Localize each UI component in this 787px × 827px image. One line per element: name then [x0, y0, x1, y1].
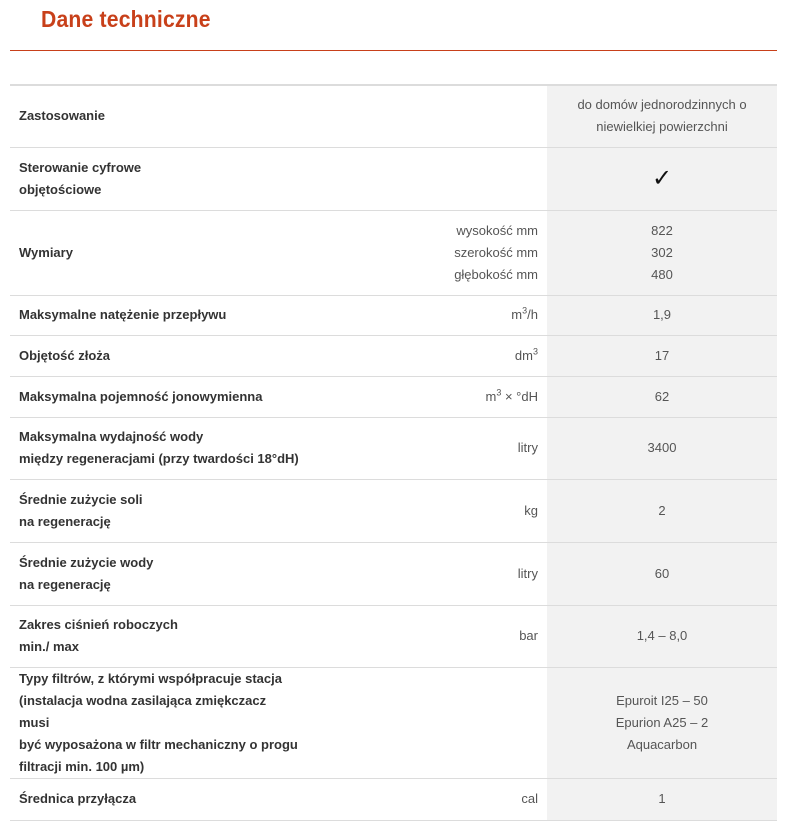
spec-label-line: Typy filtrów, z którymi współpracuje stacja [19, 670, 282, 686]
spec-value [547, 210, 777, 295]
spec-label-line: min./ max [19, 639, 79, 654]
spec-value [547, 295, 777, 335]
spec-value [547, 335, 777, 376]
spec-unit [300, 605, 547, 667]
spec-label [10, 605, 300, 667]
spec-value [547, 542, 777, 605]
spec-unit-line: litry [517, 565, 538, 581]
unit-superscript: 3 [496, 387, 502, 398]
spec-label-line: na regenerację [19, 513, 111, 529]
spec-label-line: między regeneracjami (przy twardości 18°dH) [19, 451, 299, 466]
table-row [10, 295, 777, 335]
spec-unit [300, 376, 547, 417]
spec-value [547, 147, 777, 210]
spec-value-line: 60 [654, 565, 670, 581]
spec-label-line: (instalacja wodna zasilająca zmiękczacz musi [19, 692, 267, 730]
spec-value [547, 778, 777, 820]
table-row [10, 417, 777, 479]
spec-label [10, 85, 300, 147]
spec-value-line: niewielkiej powierzchni [596, 119, 728, 135]
spec-label-line: Średnica przyłącza [19, 791, 137, 806]
spec-label-line: Średnie zużycie wody [19, 554, 154, 570]
spec-unit [300, 85, 547, 147]
table-row [10, 335, 777, 376]
title-divider [10, 50, 777, 51]
table-row [10, 210, 777, 295]
spec-unit-line: wysokość mm [456, 222, 538, 238]
spec-value-line: Epurion A25 – 2 [615, 714, 709, 730]
spec-value-line: 480 [651, 266, 673, 282]
spec-label [10, 147, 300, 210]
spec-value-line: 302 [651, 244, 673, 260]
spec-label [10, 479, 300, 542]
spec-label-line: filtracji min. 100 µm) [19, 758, 145, 774]
spec-unit [300, 335, 547, 376]
spec-unit-line: $m^3/h$ [511, 305, 538, 322]
spec-unit [300, 479, 547, 542]
spec-label [10, 778, 300, 820]
spec-value-line: 3400 [647, 440, 677, 455]
spec-unit-line: szerokość mm [454, 244, 538, 260]
spec-unit-line: bar [519, 628, 538, 643]
spec-label-line: Objętość złoża [19, 347, 111, 363]
unit-superscript: 3 [532, 346, 538, 357]
table-row [10, 667, 777, 778]
spec-unit-line: $m^3 \times ^\circ dH$ [485, 387, 538, 404]
spec-unit [300, 210, 547, 295]
spec-label-line: na regenerację [19, 576, 111, 592]
spec-value-line: 822 [651, 222, 673, 238]
technical-data-table [10, 84, 777, 821]
spec-value-line: 62 [654, 388, 670, 404]
table-row [10, 778, 777, 820]
page-title: Dane techniczne [41, 6, 211, 32]
spec-unit-line: litry [517, 440, 538, 455]
spec-label-line: Maksymalne natężenie przepływu [19, 307, 227, 322]
spec-label-line: Zakres ciśnień roboczych [19, 617, 178, 632]
spec-label-line: Średnie zużycie soli [19, 491, 143, 507]
spec-unit [300, 417, 547, 479]
table-row [10, 605, 777, 667]
spec-value-line: do domów jednorodzinnych o [577, 97, 747, 113]
spec-label [10, 542, 300, 605]
table-row [10, 542, 777, 605]
spec-unit [300, 147, 547, 210]
table-row [10, 85, 777, 147]
spec-value [547, 376, 777, 417]
spec-value [547, 667, 777, 778]
spec-label-line: Sterowanie cyfrowe [19, 159, 142, 175]
spec-value [547, 85, 777, 147]
spec-value-line: 1,4 – 8,0 [636, 628, 688, 643]
spec-unit-line: cal [521, 791, 538, 806]
spec-value-line: 1,9 [652, 307, 672, 322]
spec-value-line: 1 [658, 791, 666, 806]
spec-label [10, 376, 300, 417]
spec-unit-line: kg [524, 502, 538, 518]
spec-label-line: Wymiary [19, 244, 73, 260]
table-row [10, 147, 777, 210]
spec-label-line: objętościowe [19, 181, 102, 197]
spec-label [10, 295, 300, 335]
spec-label [10, 417, 300, 479]
spec-value [547, 417, 777, 479]
spec-label [10, 335, 300, 376]
spec-unit [300, 295, 547, 335]
table-row [10, 376, 777, 417]
unit-superscript: 3 [522, 305, 528, 316]
spec-label-line: Maksymalna wydajność wody [19, 429, 204, 444]
spec-label-line: Zastosowanie [19, 108, 105, 124]
table-row [10, 479, 777, 542]
spec-value [547, 479, 777, 542]
spec-unit-line: głębokość mm [454, 266, 538, 282]
spec-value [547, 605, 777, 667]
spec-value-line: 2 [658, 502, 666, 518]
spec-unit [300, 667, 547, 778]
spec-label [10, 210, 300, 295]
spec-label-line: Maksymalna pojemność jonowymienna [19, 388, 263, 404]
spec-unit-line: $dm^3$ [514, 346, 538, 363]
spec-label [10, 667, 300, 778]
spec-label-line: być wyposażona w filtr mechaniczny o progu [19, 736, 298, 752]
spec-value-line: 17 [654, 347, 670, 363]
checkmark-icon: ✓ [651, 164, 673, 192]
spec-value-line: Epuroit I25 – 50 [616, 692, 708, 708]
spec-unit [300, 542, 547, 605]
spec-unit [300, 778, 547, 820]
spec-value-line: Aquacarbon [626, 736, 698, 752]
